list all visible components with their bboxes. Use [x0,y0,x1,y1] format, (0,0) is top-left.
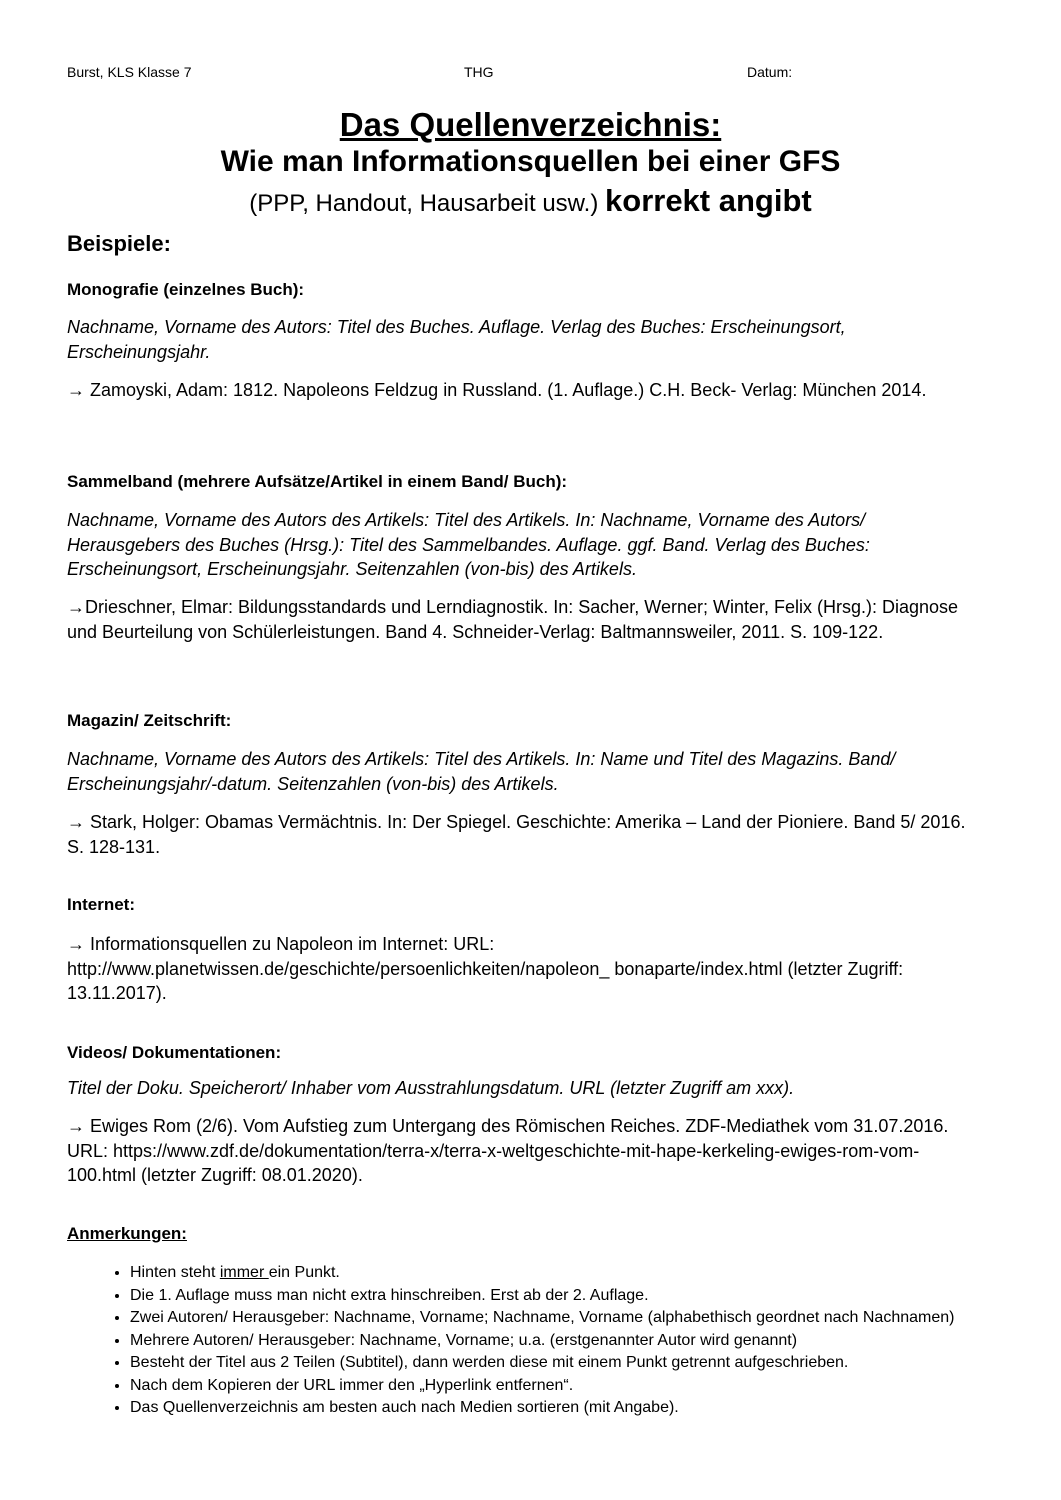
note-text: ein Punkt. [268,1264,340,1281]
section-heading-monografie: Monografie (einzelnes Buch): [67,280,305,299]
note-item: • Die 1. Auflage muss man nicht extra hinschreiben. Erst ab der 2. Auflage. [130,1285,1030,1308]
notes-heading: Anmerkungen: [67,1224,187,1243]
pattern-monografie: Nachname, Vorname des Autors: Titel des Buches. Auflage. Verlag des Buches: Erscheinungsort, Erscheinungsjahr. [67,317,846,362]
notes-list [67,1262,1030,1420]
note-item: • Zwei Autoren/ Herausgeber: Nachname, Vorname; Nachname, Vorname (alphabethisch geordnet nach Nachnamen) [130,1307,1030,1330]
examples-heading: Beispiele: [67,231,171,256]
example-internet: → Informationsquellen zu Napoleon im Internet: URL: http://www.planetwissen.de/geschichte/persoenlichkeiten/napoleon_ bonaparte/index.html (letzter Zugriff: 13.11.2017). [67,934,904,1003]
subtitle-plain: (PPP, Handout, Hausarbeit usw.) [249,190,599,217]
page-subtitle-2 [0,183,1061,219]
note-item: • Das Quellenverzeichnis am besten auch nach Medien sortieren (mit Angabe). [130,1397,1030,1420]
note-item: • Besteht der Titel aus 2 Teilen (Subtitel), dann werden diese mit einem Punkt getrennt aufgeschrieben. [130,1352,1030,1375]
note-item [130,1262,1030,1285]
subtitle-bold: korrekt angibt [605,183,812,218]
section-heading-sammelband: Sammelband (mehrere Aufsätze/Artikel in einem Band/ Buch): [67,472,568,491]
note-emphasis: immer [219,1264,269,1281]
section-heading-internet: Internet: [67,895,135,914]
section-heading-videos: Videos/ Dokumentationen: [67,1043,282,1062]
example-monografie: → Zamoyski, Adam: 1812. Napoleons Feldzug in Russland. (1. Auflage.) C.H. Beck- Verlag: München 2014. [67,380,927,400]
page-subtitle: Wie man Informationsquellen bei einer GFS [220,145,841,178]
page-title: Das Quellenverzeichnis: [339,106,722,143]
header-date: Datum: [747,64,793,80]
pattern-sammelband: Nachname, Vorname des Autors des Artikels: Titel des Artikels. In: Nachname, Vorname des Autors/ Herausgebers des Buches (Hrsg.): Titel des Sammelbandes. Auflage. ggf. Band. Verlag des Buches: Erscheinungsort, Erscheinungsjahr. Seitenzahlen (von-bis) des Artikels. [67,510,870,579]
section-heading-magazin: Magazin/ Zeitschrift: [67,711,232,730]
example-videos: → Ewiges Rom (2/6). Vom Aufstieg zum Untergang des Römischen Reiches. ZDF-Mediathek vom 31.07.2016. URL: https://www.zdf.de/dokumentation/terra-x/terra-x-weltgeschichte-mit-hape-kerkeling-ewiges-rom-vom-100.html (letzter Zugriff: 08.01.2020). [67,1116,949,1185]
header-author: Burst, KLS Klasse 7 [67,64,192,80]
pattern-videos: Titel der Doku. Speicherort/ Inhaber vom Ausstrahlungsdatum. URL (letzter Zugriff am xxx). [67,1078,795,1098]
note-item: • Nach dem Kopieren der URL immer den „Hyperlink entfernen“. [130,1375,1030,1398]
note-text: Hinten steht [130,1264,220,1281]
pattern-magazin: Nachname, Vorname des Autors des Artikels: Titel des Artikels. In: Name und Titel des Magazins. Band/ Erscheinungsjahr/-datum. Seitenzahlen (von-bis) des Artikels. [67,749,896,794]
header-school: THG [464,64,494,80]
example-magazin: → Stark, Holger: Obamas Vermächtnis. In: Der Spiegel. Geschichte: Amerika – Land der Pioniere. Band 5/ 2016. S. 128-131. [67,812,966,857]
note-item: • Mehrere Autoren/ Herausgeber: Nachname, Vorname; u.a. (erstgenannter Autor wird genannt) [130,1330,1030,1353]
example-sammelband: →Drieschner, Elmar: Bildungsstandards und Lerndiagnostik. In: Sacher, Werner; Winter, Felix (Hrsg.): Diagnose und Beurteilung von Schülerleistungen. Band 4. Schneider-Verlag: Baltmannsweiler, 2011. S. 109-122. [67,597,959,642]
